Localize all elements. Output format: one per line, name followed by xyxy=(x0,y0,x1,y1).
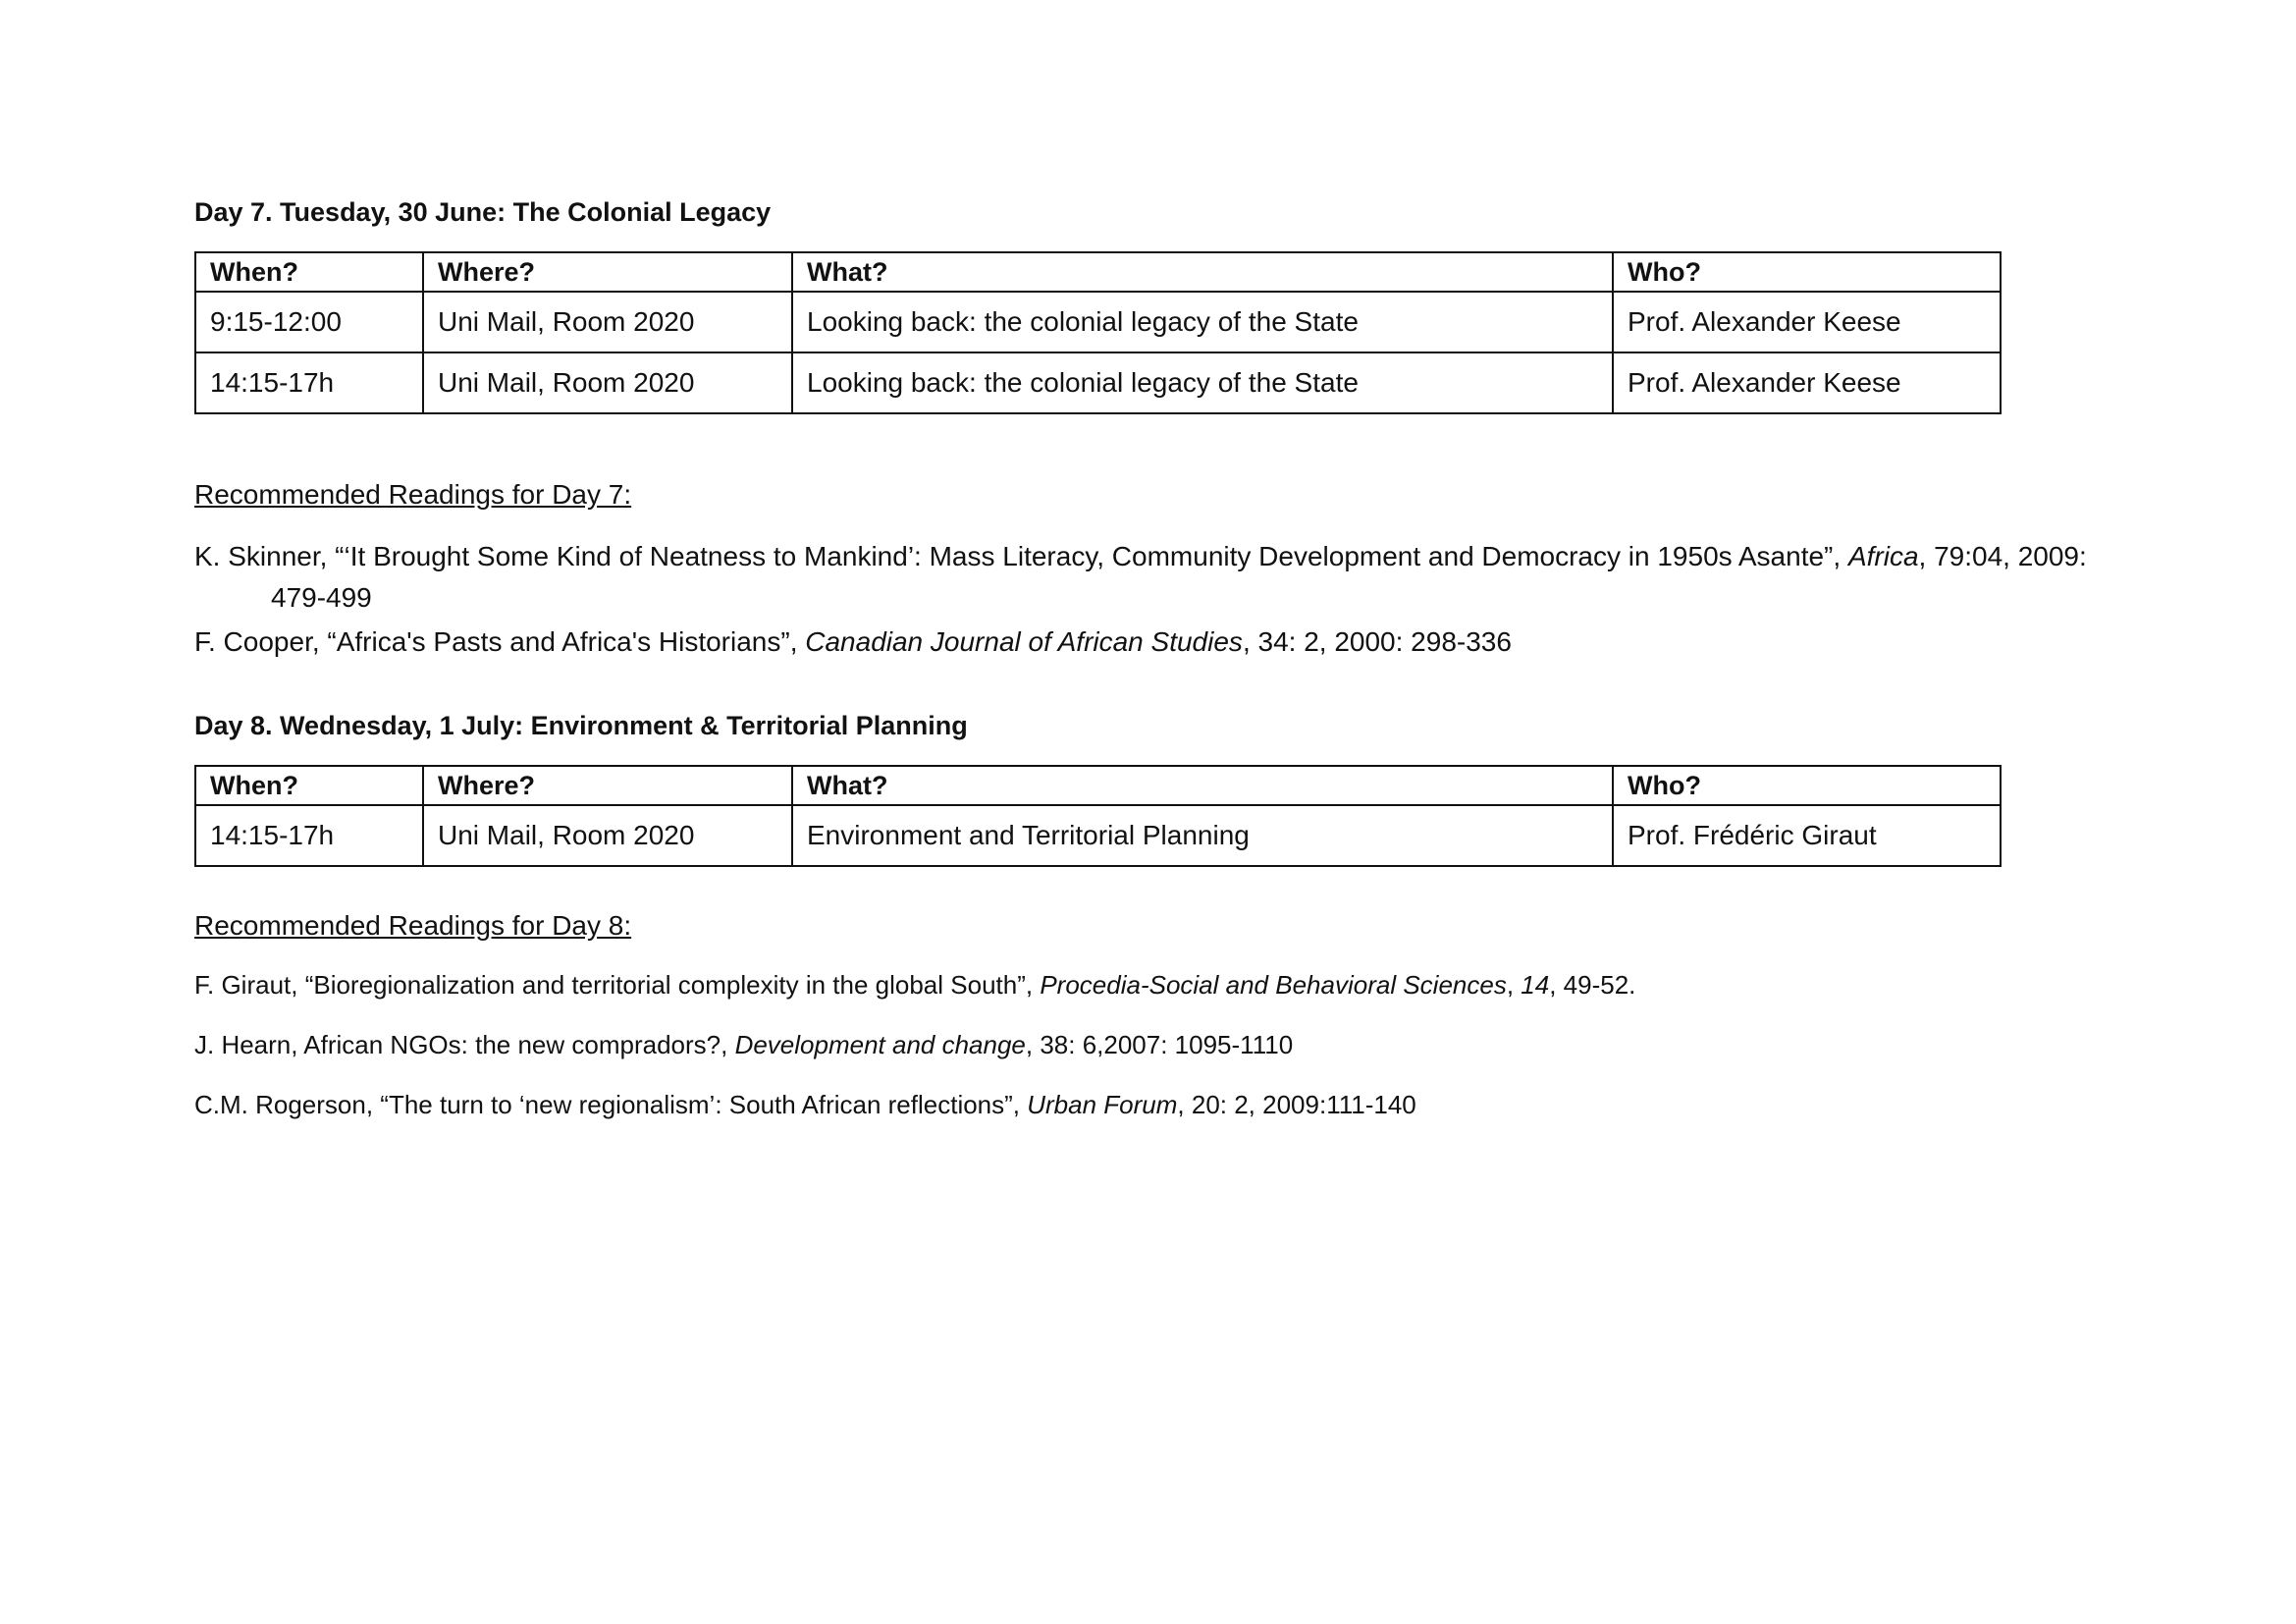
reading-journal: Development and change xyxy=(734,1030,1026,1059)
reading-journal: Urban Forum xyxy=(1027,1090,1178,1119)
reading-item xyxy=(194,1025,2118,1064)
col-who-header: Who? xyxy=(1613,252,2001,292)
reading-text: C.M. Rogerson, “The turn to ‘new regionalism’: South African reflections”, xyxy=(194,1090,1028,1119)
table-row xyxy=(195,805,2001,866)
reading-details: , 79:04, 2009: 479-499 xyxy=(271,541,2087,613)
reading-details: , 34: 2, 2000: 298-336 xyxy=(1242,626,1512,657)
reading-text: K. Skinner, “‘It Brought Some Kind of Neatness to Mankind’: Mass Literacy, Community Development and Democracy in 1950s Asante”, xyxy=(194,541,1848,571)
reading-journal: Africa xyxy=(1847,541,1919,571)
cell-when: 14:15-17h xyxy=(195,352,423,413)
col-when-header: When? xyxy=(195,766,423,805)
table-row xyxy=(195,352,2001,413)
col-what-header: What? xyxy=(792,766,1613,805)
cell-what: Environment and Territorial Planning xyxy=(792,805,1613,866)
col-where-header: Where? xyxy=(423,252,792,292)
day7-schedule-table xyxy=(194,251,2002,414)
cell-what: Looking back: the colonial legacy of the State xyxy=(792,352,1613,413)
cell-who: Prof. Alexander Keese xyxy=(1613,292,2001,352)
cell-where: Uni Mail, Room 2020 xyxy=(423,352,792,413)
table-row xyxy=(195,292,2001,352)
day7-readings-heading: Recommended Readings for Day 7: xyxy=(194,479,632,510)
table-header-row xyxy=(195,766,2001,805)
cell-where: Uni Mail, Room 2020 xyxy=(423,805,792,866)
day7-heading: Day 7. Tuesday, 30 June: The Colonial Legacy xyxy=(194,197,772,227)
reading-journal: Procedia-Social and Behavioral Sciences xyxy=(1040,970,1507,1000)
reading-item xyxy=(194,1085,2118,1124)
reading-volume: 14 xyxy=(1521,970,1550,1000)
reading-separator: , xyxy=(1506,970,1522,1000)
reading-text: J. Hearn, African NGOs: the new compradors?, xyxy=(194,1030,735,1059)
reading-text: F. Cooper, “Africa's Pasts and Africa's Historians”, xyxy=(194,626,806,657)
reading-details: , 20: 2, 2009:111-140 xyxy=(1177,1090,1416,1119)
cell-who: Prof. Frédéric Giraut xyxy=(1613,805,2001,866)
cell-where: Uni Mail, Room 2020 xyxy=(423,292,792,352)
day8-heading: Day 8. Wednesday, 1 July: Environment & Territorial Planning xyxy=(194,711,968,740)
col-when-header: When? xyxy=(195,252,423,292)
reading-item xyxy=(194,536,2118,619)
reading-item xyxy=(194,965,2118,1004)
cell-when: 9:15-12:00 xyxy=(195,292,423,352)
cell-when: 14:15-17h xyxy=(195,805,423,866)
reading-details: , 38: 6,2007: 1095-1110 xyxy=(1025,1030,1294,1059)
reading-details: , 49-52. xyxy=(1549,970,1636,1000)
day8-readings-heading: Recommended Readings for Day 8: xyxy=(194,910,632,941)
reading-item xyxy=(194,622,2118,663)
col-what-header: What? xyxy=(792,252,1613,292)
col-where-header: Where? xyxy=(423,766,792,805)
cell-who: Prof. Alexander Keese xyxy=(1613,352,2001,413)
document-page xyxy=(194,192,2118,1124)
reading-journal: Canadian Journal of African Studies xyxy=(805,626,1243,657)
cell-what: Looking back: the colonial legacy of the State xyxy=(792,292,1613,352)
table-header-row xyxy=(195,252,2001,292)
day8-schedule-table xyxy=(194,765,2002,867)
reading-text: F. Giraut, “Bioregionalization and territorial complexity in the global South”, xyxy=(194,970,1041,1000)
col-who-header: Who? xyxy=(1613,766,2001,805)
